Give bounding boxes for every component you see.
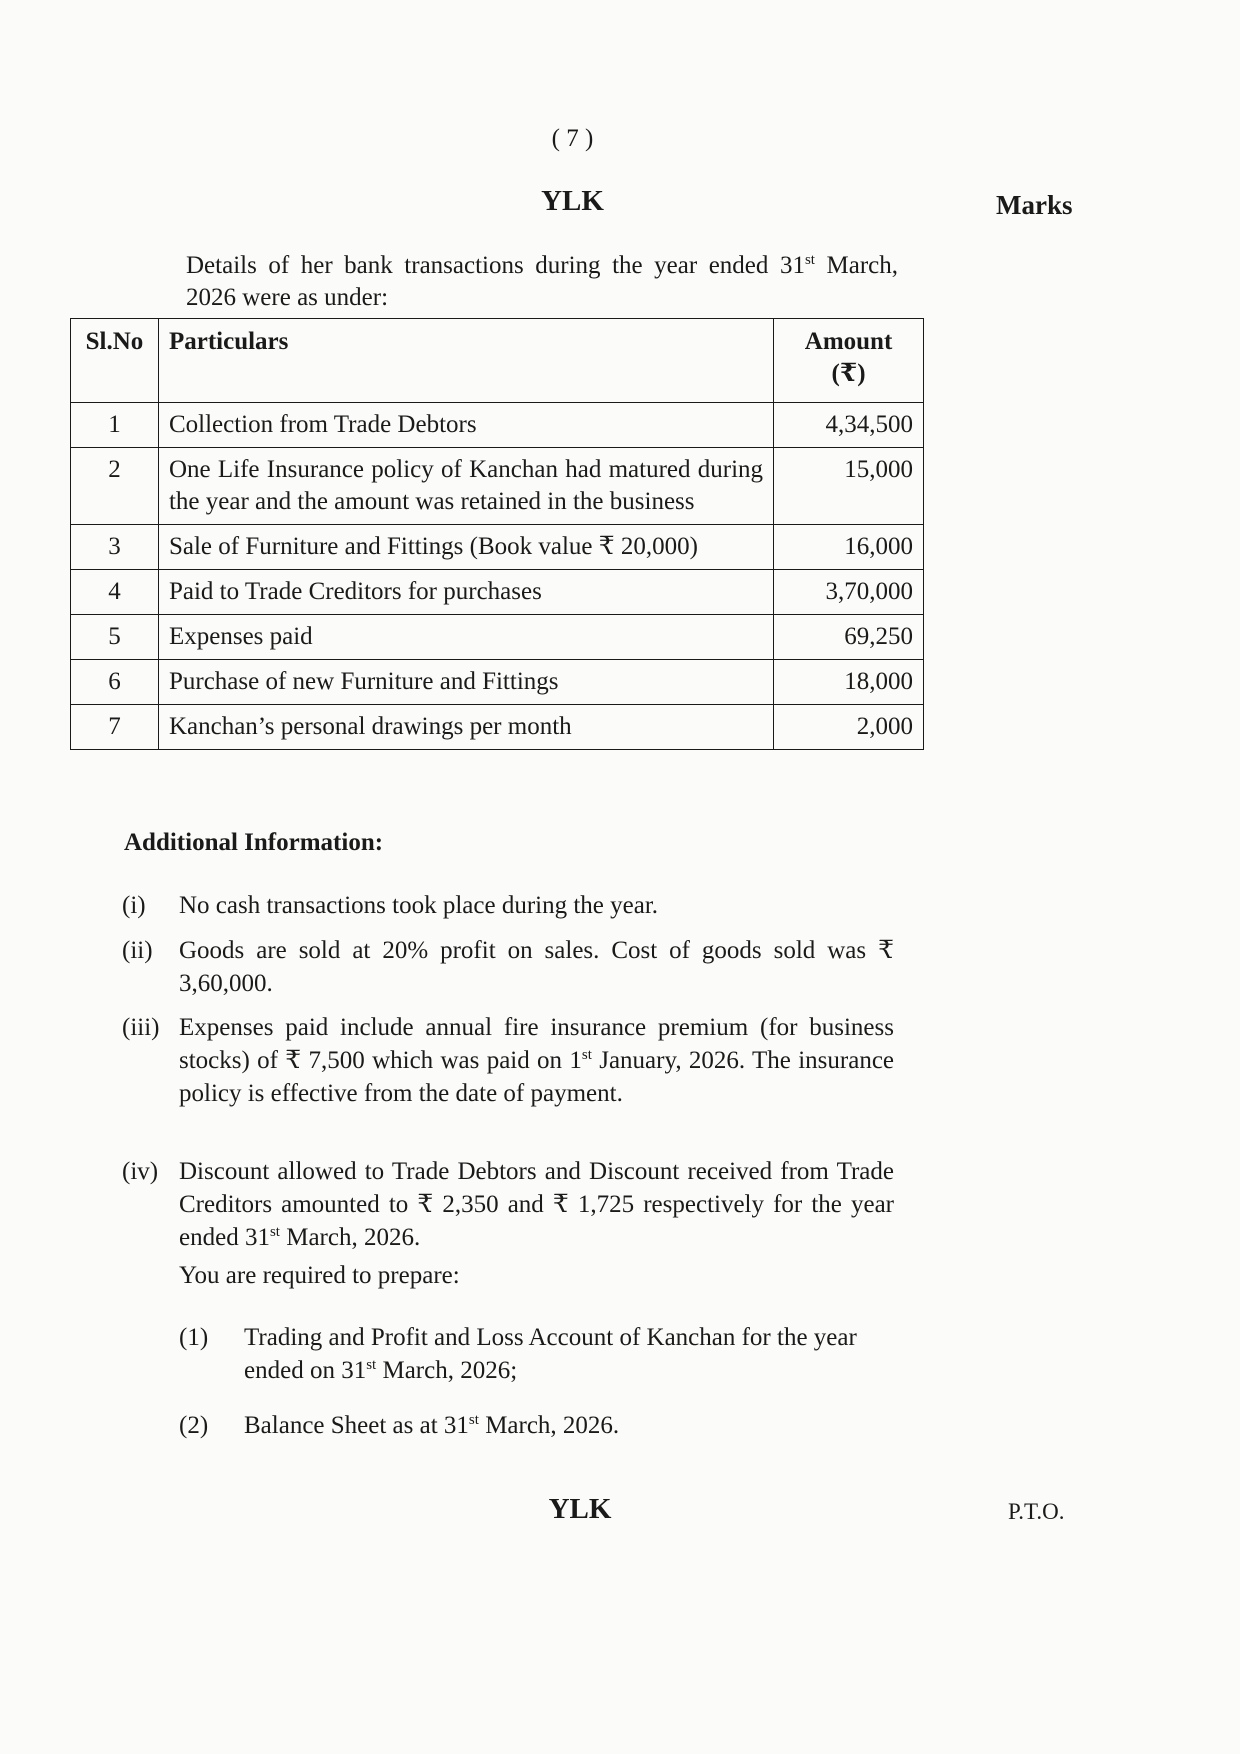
task-item-text bbox=[244, 1321, 894, 1387]
cell-particulars: Purchase of new Furniture and Fittings bbox=[158, 660, 773, 705]
task-item-text-part: Trading and Profit and Loss Account of Kanchan for the year ended on 31 bbox=[244, 1324, 857, 1384]
additional-info-heading: Additional Information: bbox=[124, 829, 384, 856]
info-item bbox=[122, 934, 894, 1000]
intro-text bbox=[186, 250, 898, 314]
info-item-superscript: st bbox=[581, 1047, 592, 1063]
info-item-superscript: st bbox=[269, 1224, 280, 1240]
info-item-text bbox=[179, 1011, 894, 1110]
cell-particulars: Sale of Furniture and Fittings (Book value ₹ 20,000) bbox=[158, 525, 773, 570]
bank-transactions-table bbox=[70, 318, 924, 750]
task-item-text-part: March, 2026; bbox=[376, 1357, 518, 1384]
pto-label: P.T.O. bbox=[1008, 1499, 1065, 1524]
cell-amount: 15,000 bbox=[774, 448, 924, 525]
header-sl-no: Sl.No bbox=[71, 319, 159, 403]
info-item-label: (ii) bbox=[122, 937, 153, 964]
info-item-label: (iv) bbox=[122, 1158, 159, 1185]
header-amount-label: Amount bbox=[804, 328, 893, 355]
cell-sl-no: 5 bbox=[71, 615, 159, 660]
cell-amount: 4,34,500 bbox=[774, 403, 924, 448]
cell-amount: 69,250 bbox=[774, 615, 924, 660]
table-row bbox=[71, 570, 924, 615]
task-item-text-part: Balance Sheet as at 31 bbox=[244, 1412, 469, 1439]
table-row bbox=[71, 525, 924, 570]
table-row bbox=[71, 660, 924, 705]
cell-particulars: One Life Insurance policy of Kanchan had matured during the year and the amount was retained in the business bbox=[158, 448, 773, 525]
table-header-row bbox=[71, 319, 924, 403]
intro-text-part: Details of her bank transactions during the year ended 31 bbox=[186, 252, 805, 279]
table-row bbox=[71, 705, 924, 750]
task-item-text bbox=[244, 1409, 894, 1442]
task-item-text-part: March, 2026. bbox=[478, 1412, 620, 1439]
cell-amount: 3,70,000 bbox=[774, 570, 924, 615]
cell-sl-no: 4 bbox=[71, 570, 159, 615]
cell-particulars: Expenses paid bbox=[158, 615, 773, 660]
info-item-text bbox=[179, 1155, 894, 1254]
task-item-superscript: st bbox=[468, 1412, 479, 1428]
info-item-label: (i) bbox=[122, 892, 146, 919]
requirement-lead: You are required to prepare: bbox=[179, 1262, 460, 1289]
info-item bbox=[122, 1011, 894, 1110]
task-item bbox=[179, 1409, 894, 1442]
cell-sl-no: 7 bbox=[71, 705, 159, 750]
intro-superscript: st bbox=[804, 252, 815, 268]
cell-amount: 18,000 bbox=[774, 660, 924, 705]
info-item-text: Goods are sold at 20% profit on sales. Cost of goods sold was ₹ 3,60,000. bbox=[179, 937, 894, 997]
cell-particulars: Collection from Trade Debtors bbox=[158, 403, 773, 448]
task-item bbox=[179, 1321, 894, 1387]
cell-particulars: Kanchan’s personal drawings per month bbox=[158, 705, 773, 750]
table-row bbox=[71, 448, 924, 525]
paper-code-footer: YLK bbox=[548, 1493, 612, 1525]
info-item-text-part: March, 2026. bbox=[279, 1224, 421, 1251]
info-item bbox=[122, 889, 894, 922]
header-particulars: Particulars bbox=[158, 319, 773, 403]
task-item-label: (1) bbox=[179, 1324, 209, 1351]
cell-particulars: Paid to Trade Creditors for purchases bbox=[158, 570, 773, 615]
header-amount-unit: (₹) bbox=[831, 360, 866, 387]
cell-amount: 16,000 bbox=[774, 525, 924, 570]
task-item-superscript: st bbox=[366, 1357, 377, 1373]
intro-text-part: March, 2026 were as under: bbox=[186, 252, 899, 311]
cell-sl-no: 6 bbox=[71, 660, 159, 705]
info-item-text-part: Discount allowed to Trade Debtors and Discount received from Trade Creditors amounted to ₹ 2,350 and ₹ 1,725 respectively for the year ended 31 bbox=[179, 1158, 894, 1251]
table-row bbox=[71, 403, 924, 448]
info-item-text: No cash transactions took place during the year. bbox=[179, 892, 659, 919]
header-amount bbox=[774, 319, 924, 403]
page-number: ( 7 ) bbox=[551, 125, 594, 152]
cell-sl-no: 1 bbox=[71, 403, 159, 448]
marks-label: Marks bbox=[996, 190, 1073, 220]
table-row bbox=[71, 615, 924, 660]
info-item-label: (iii) bbox=[122, 1014, 160, 1041]
cell-sl-no: 3 bbox=[71, 525, 159, 570]
info-item bbox=[122, 1155, 894, 1254]
task-item-label: (2) bbox=[179, 1412, 209, 1439]
cell-amount: 2,000 bbox=[774, 705, 924, 750]
cell-sl-no: 2 bbox=[71, 448, 159, 525]
info-item-text-part: Expenses paid include annual fire insurance premium (for business stocks) of ₹ 7,500 which was paid on 1 bbox=[179, 1014, 894, 1074]
paper-code-header: YLK bbox=[541, 185, 604, 217]
info-item-text-part: January, 2026. The insurance policy is effective from the date of payment. bbox=[179, 1047, 895, 1107]
